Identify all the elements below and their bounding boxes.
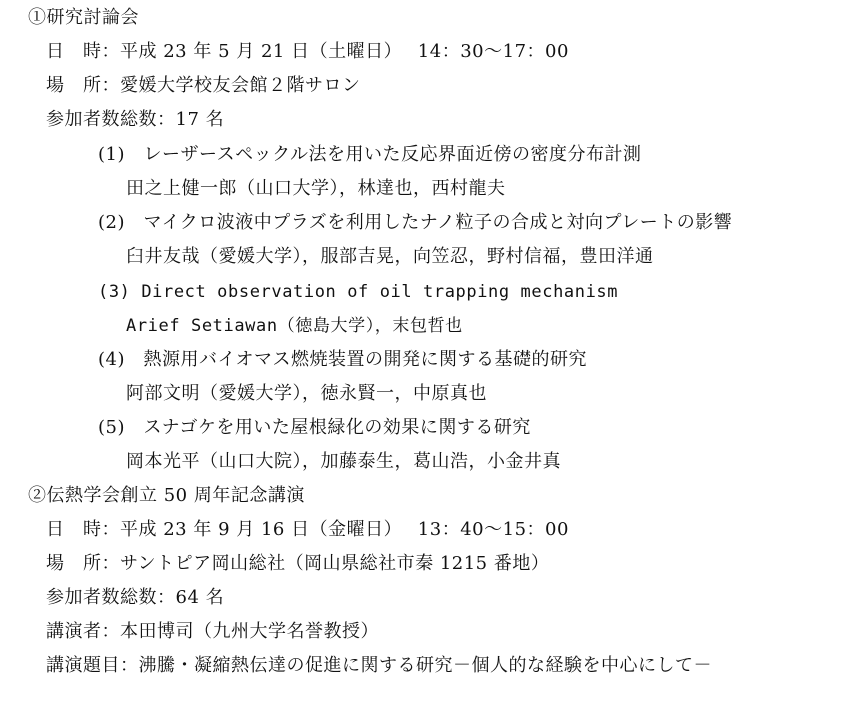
talk-5-authors: 岡本光平（山口大院），加藤泰生，葛山浩，小金井真 [126,451,561,472]
section2-heading: ②伝熱学会創立 50 周年記念講演 [28,485,305,506]
talk-3-authors: Arief Setiawan（徳島大学），末包哲也 [126,316,463,336]
section1-datetime: 日 時：平成 23 年 5 月 21 日（土曜日） 14：30〜17：00 [46,41,569,62]
section2-speaker: 講演者：本田博司（九州大学名誉教授） [46,621,379,642]
section2-datetime: 日 時：平成 23 年 9 月 16 日（金曜日） 13：40〜15：00 [46,519,569,540]
section1-attendance: 参加者数総数：17 名 [46,109,225,130]
talk-5-title: (5) スナゴケを用いた屋根緑化の効果に関する研究 [98,417,531,438]
section2-topic: 講演題目：沸騰・凝縮熱伝達の促進に関する研究－個人的な経験を中心にして－ [46,655,712,676]
talk-1-authors: 田之上健一郎（山口大学），林達也，西村龍夫 [126,178,506,199]
talk-4-authors: 阿部文明（愛媛大学），徳永賢一，中原真也 [126,383,487,404]
talk-3-title: (3) Direct observation of oil trapping mechanism [98,282,619,302]
section2-attendance: 参加者数総数：64 名 [46,587,225,608]
talk-1-title: (1) レーザースペックル法を用いた反応界面近傍の密度分布計測 [98,144,642,165]
section2-venue: 場 所：サントピア岡山総社（岡山県総社市秦 1215 番地） [46,553,550,574]
section1-venue: 場 所：愛媛大学校友会館２階サロン [46,75,361,96]
talk-4-title: (4) 熱源用バイオマス燃焼装置の開発に関する基礎的研究 [98,349,587,370]
talk-2-title: (2) マイクロ波液中プラズを利用したナノ粒子の合成と対向プレートの影響 [98,212,733,233]
talk-2-authors: 臼井友哉（愛媛大学），服部吉晃，向笠忍，野村信福，豊田洋通 [126,246,654,267]
section1-heading: ①研究討論会 [28,7,139,28]
